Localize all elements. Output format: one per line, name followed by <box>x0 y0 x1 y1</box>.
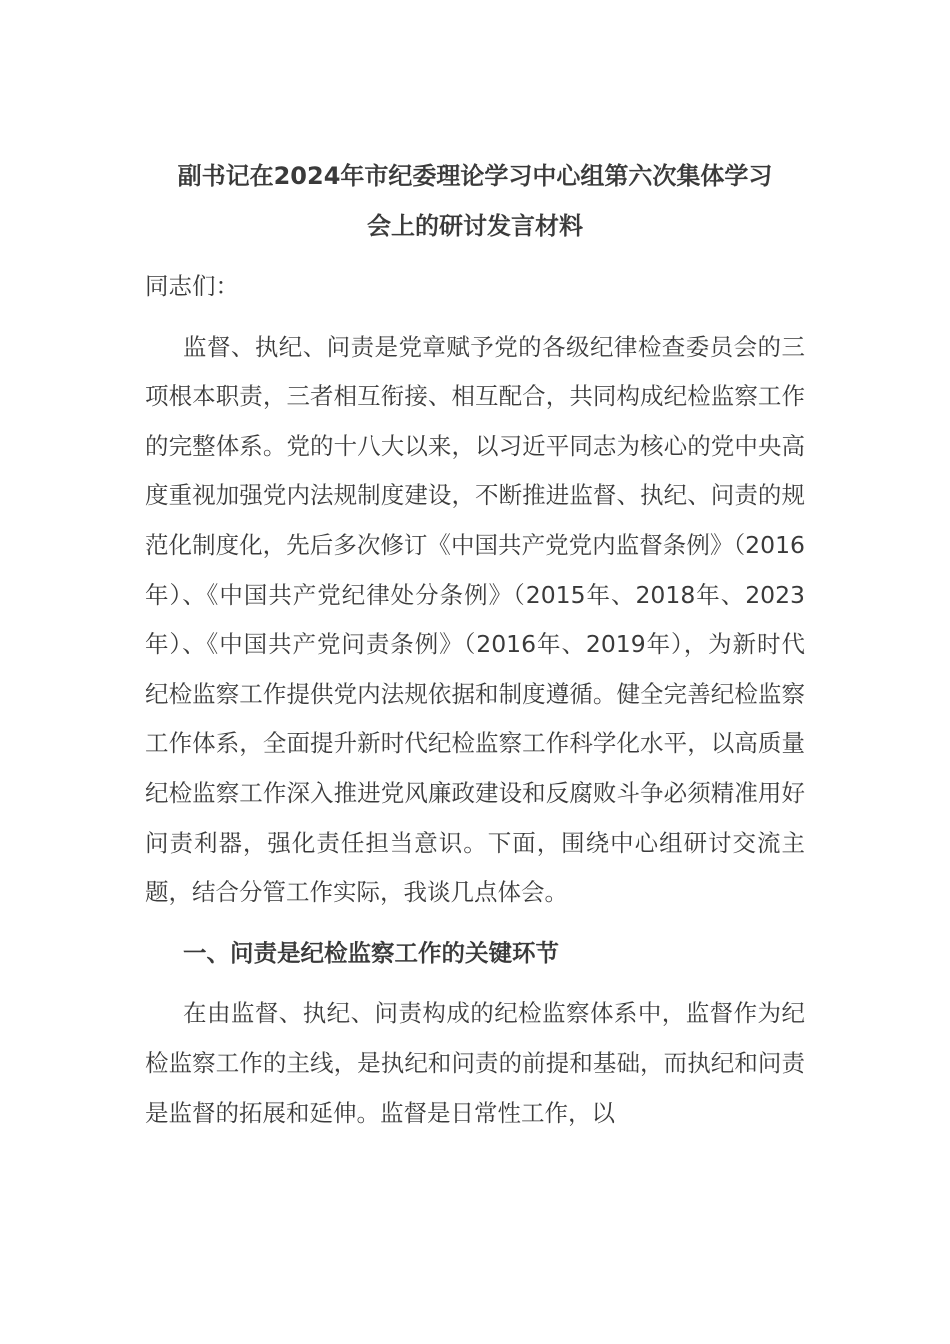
salutation: 同志们： <box>145 272 239 300</box>
title-line-1: 副书记在2024年市纪委理论学习中心组第六次集体学习 <box>177 162 773 190</box>
paragraph-spacer <box>145 978 805 989</box>
title-line-2: 会上的研讨发言材料 <box>367 212 583 240</box>
document-body <box>145 262 805 1138</box>
document-title <box>145 151 805 251</box>
paragraph-spacer <box>145 312 805 323</box>
paragraph-intro: 监督、执纪、问责是党章赋予党的各级纪律检查委员会的三项根本职责，三者相互衔接、相互配合，共同构成纪检监察工作的完整体系。党的十八大以来，以习近平同志为核心的党中央高度重视加强党内法规制度建设，不断推进监督、执纪、问责的规范化制度化，先后多次修订《中国共产党党内监督条例》（2016年）、《中国共产党纪律处分条例》（2015年、2018年、2023年）、《中国共产党问责条例》（2016年、2019年），为新时代纪检监察工作提供党内法规依据和制度遵循。健全完善纪检监察工作体系，全面提升新时代纪检监察工作科学化水平，以高质量纪检监察工作深入推进党风廉政建设和反腐败斗争必须精准用好问责利器，强化责任担当意识。下面，围绕中心组研讨交流主题，结合分管工作实际，我谈几点体会。 <box>145 332 805 907</box>
paragraph-section1: 在由监督、执纪、问责构成的纪检监察体系中，监督作为纪检监察工作的主线，是执纪和问责的前提和基础，而执纪和问责是监督的拓展和延伸。监督是日常性工作，以 <box>145 999 805 1127</box>
paragraph-spacer <box>145 918 805 929</box>
section-heading: 一、问责是纪检监察工作的关键环节 <box>183 938 559 967</box>
